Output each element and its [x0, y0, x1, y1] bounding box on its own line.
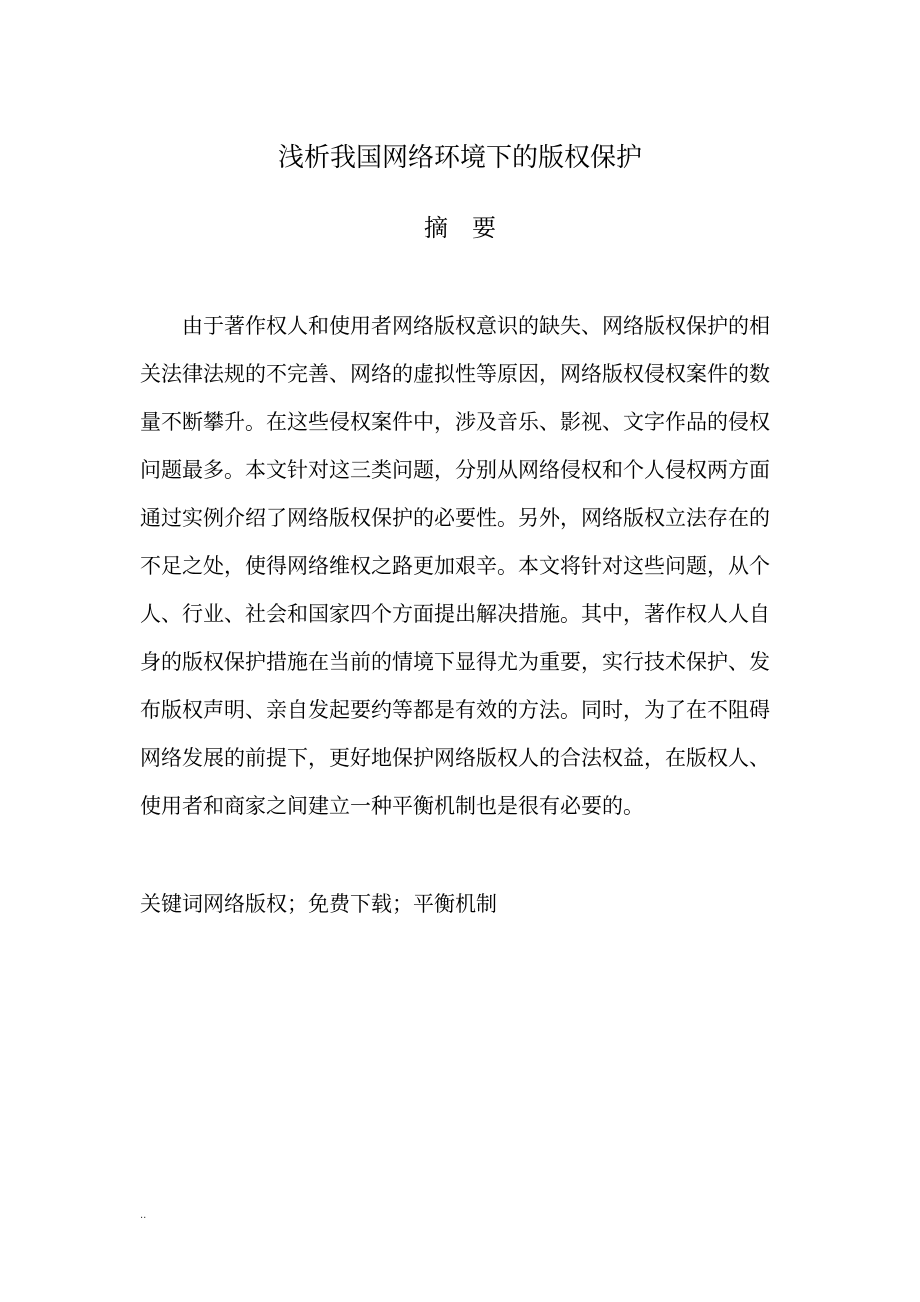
abstract-line: 关法律法规的不完善、网络的虚拟性等原因，网络版权侵权案件的数 — [140, 362, 770, 386]
abstract-line: 通过实例介绍了网络版权保护的必要性。另外，网络版权立法存在的 — [140, 506, 770, 530]
abstract-line: 身的版权保护措施在当前的情境下显得尤为重要，实行技术保护、发 — [140, 650, 770, 674]
abstract-line: 由于著作权人和使用者网络版权意识的缺失、网络版权保护的相 — [182, 314, 770, 338]
document-title: 浅析我国网络环境下的版权保护 — [277, 143, 642, 173]
page-footer-mark: .. — [140, 1210, 147, 1221]
abstract-line: 人、行业、社会和国家四个方面提出解决措施。其中，著作权人人自 — [140, 602, 770, 626]
keywords-line: 关键词网络版权；免费下载；平衡机制 — [140, 892, 497, 916]
abstract-line: 问题最多。本文针对这三类问题，分别从网络侵权和个人侵权两方面 — [140, 458, 770, 482]
abstract-line: 网络发展的前提下，更好地保护网络版权人的合法权益，在版权人、 — [140, 746, 770, 770]
abstract-line: 布版权声明、亲自发起要约等都是有效的方法。同时，为了在不阻碍 — [140, 698, 770, 722]
abstract-line: 量不断攀升。在这些侵权案件中，涉及音乐、影视、文字作品的侵权 — [140, 410, 770, 434]
abstract-line: 使用者和商家之间建立一种平衡机制也是很有必要的。 — [140, 794, 644, 818]
abstract-heading: 摘 要 — [424, 214, 496, 242]
abstract-line: 不足之处，使得网络维权之路更加艰辛。本文将针对这些问题，从个 — [140, 554, 770, 578]
